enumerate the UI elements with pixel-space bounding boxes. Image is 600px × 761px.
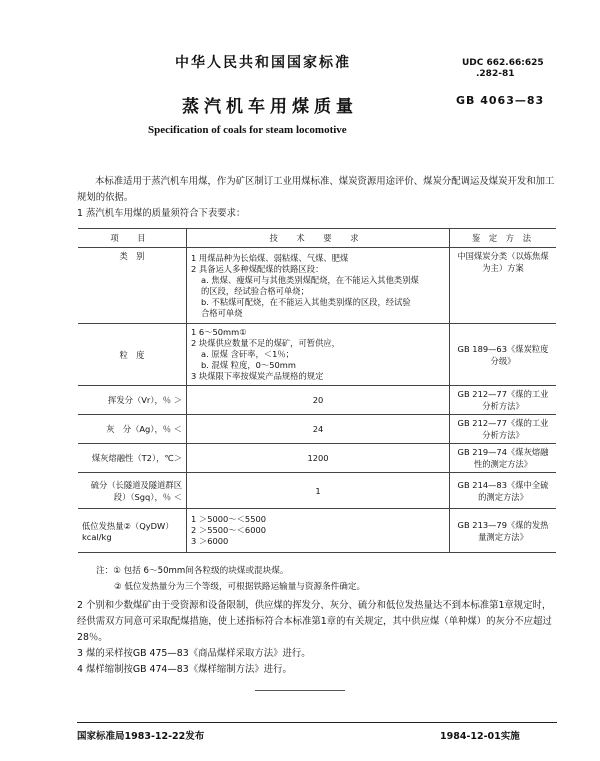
row-ash-item: 灰 分（Ag），％ ＜	[78, 415, 187, 444]
table-row	[78, 473, 556, 509]
title-chinese: 蒸汽机车用煤质量	[182, 97, 358, 117]
row-volatile-method: GB 212—77《煤的工业分析方法》	[450, 386, 557, 415]
table-row	[78, 386, 556, 415]
note-1: 注：① 包括 6～50mm间各粒级的块煤或混块煤。	[96, 566, 289, 576]
row-fusibility-requirement: 1200	[187, 444, 450, 473]
req-line: 合格可单烧	[201, 307, 243, 318]
end-rule	[255, 690, 345, 691]
note-2: ② 低位发热量分为三个等级，可根据铁路运输量与资源条件确定。	[114, 582, 366, 592]
row-volatile-requirement: 20	[187, 386, 450, 415]
row-fusibility-item: 煤灰熔融性（T2），℃＞	[78, 444, 187, 473]
table-row	[78, 324, 556, 386]
row-category-item: 类 别	[78, 248, 187, 324]
row-heat-requirement	[187, 509, 450, 553]
req-line: 3 块煤限下率按煤炭产品规格的规定	[191, 371, 324, 381]
table-row	[78, 248, 556, 324]
row-size-method: GB 189—63《煤炭粒度分级》	[450, 324, 557, 386]
req-line: 的区段，经试验合格可单烧；	[201, 285, 309, 296]
clause-4: 4 煤样缩制按GB 474—83《煤样缩制方法》进行。	[77, 664, 292, 675]
row-category-method: 中国煤炭分类（以炼焦煤为主）方案	[450, 248, 557, 324]
table-row	[78, 415, 556, 444]
udc-code	[462, 58, 544, 80]
row-heat-item: 低位发热量②（QyDW）kcal/kg	[78, 509, 187, 553]
table-row	[78, 509, 556, 553]
req-line: 2 ＞5500～＜6000	[191, 525, 267, 535]
row-ash-method: GB 212—77《煤的工业分析方法》	[450, 415, 557, 444]
quality-table	[78, 228, 556, 553]
footer-rule	[77, 722, 557, 723]
req-line: 1 用煤品种为长焰煤、弱粘煤、气煤、肥煤	[191, 252, 349, 263]
udc-line-2: .282-81	[476, 69, 515, 79]
req-line: b. 不粘煤可配烧，在不能运入其他类别煤的区段，经试验	[201, 296, 411, 307]
intro-paragraph: 本标准适用于蒸汽机车用煤，作为矿区制订工业用煤标准、煤炭资源用途评价、煤炭分配调运及煤炭开发和加工规划的依据。	[77, 176, 555, 203]
row-fusibility-method: GB 219—74《煤灰熔融性的测定方法》	[450, 444, 557, 473]
row-ash-requirement: 24	[187, 415, 450, 444]
row-volatile-item: 挥发分（Vr），％ ＞	[78, 386, 187, 415]
header-item: 项 目	[78, 229, 187, 248]
row-heat-method: GB 213—79《煤的发热量测定方法》	[450, 509, 557, 553]
row-size-item: 粒 度	[78, 324, 187, 386]
req-line: b. 混煤 粒度，0～50mm	[201, 360, 296, 370]
gb-number: GB 4063—83	[456, 94, 545, 107]
title-english: Specification of coals for steam locomotive	[148, 124, 347, 136]
table-row	[78, 444, 556, 473]
req-line: 3 ＞6000	[191, 536, 229, 546]
req-line: a. 焦煤、瘦煤可与其他类别煤配烧，在不能运入其他类别煤	[201, 274, 419, 285]
req-line: a. 原煤 含矸率，＜1％；	[201, 349, 294, 359]
udc-line-1: UDC 662.66:625	[462, 58, 544, 68]
clause-1: 1 蒸汽机车用煤的质量须符合下表要求：	[77, 208, 246, 219]
published-date: 国家标准局1983-12-22发布	[77, 731, 205, 742]
req-line: 1 ＞5000～＜5500	[191, 514, 267, 524]
table-header-row	[78, 229, 556, 248]
row-size-requirement	[187, 324, 450, 386]
req-line: 2 具备运人多种煤配煤的铁路区段：	[191, 263, 324, 274]
row-category-requirement	[187, 248, 450, 324]
row-sulfur-method: GB 214—83《煤中全硫的测定方法》	[450, 473, 557, 509]
req-line: 1 6～50mm①	[191, 327, 247, 337]
req-line: 2 块煤供应数量不足的煤矿，可暂供应，	[191, 338, 340, 348]
row-sulfur-item: 硫分（长隧道及隧道群区段）（Sgq），％ ＜	[78, 473, 187, 509]
row-sulfur-requirement: 1	[187, 473, 450, 509]
country-standard-heading: 中华人民共和国国家标准	[175, 55, 351, 71]
header-requirement: 技 术 要 求	[187, 229, 450, 248]
clause-3: 3 煤的采样按GB 475—83《商品煤样采取方法》进行。	[77, 648, 311, 659]
clause-2: 2 个别和少数煤矿由于受资源和设备限制，供应煤的挥发分、灰分、硫分和低位发热量达不到本标准第1章规定时，经供需双方同意可采取配煤措施，使上述指标符合本标准第1章的有关规定，其中供应煤（单种煤）的灰分不应超过28％。	[77, 600, 552, 643]
implemented-date: 1984-12-01实施	[440, 731, 520, 742]
header-method: 鉴 定 方 法	[450, 229, 557, 248]
